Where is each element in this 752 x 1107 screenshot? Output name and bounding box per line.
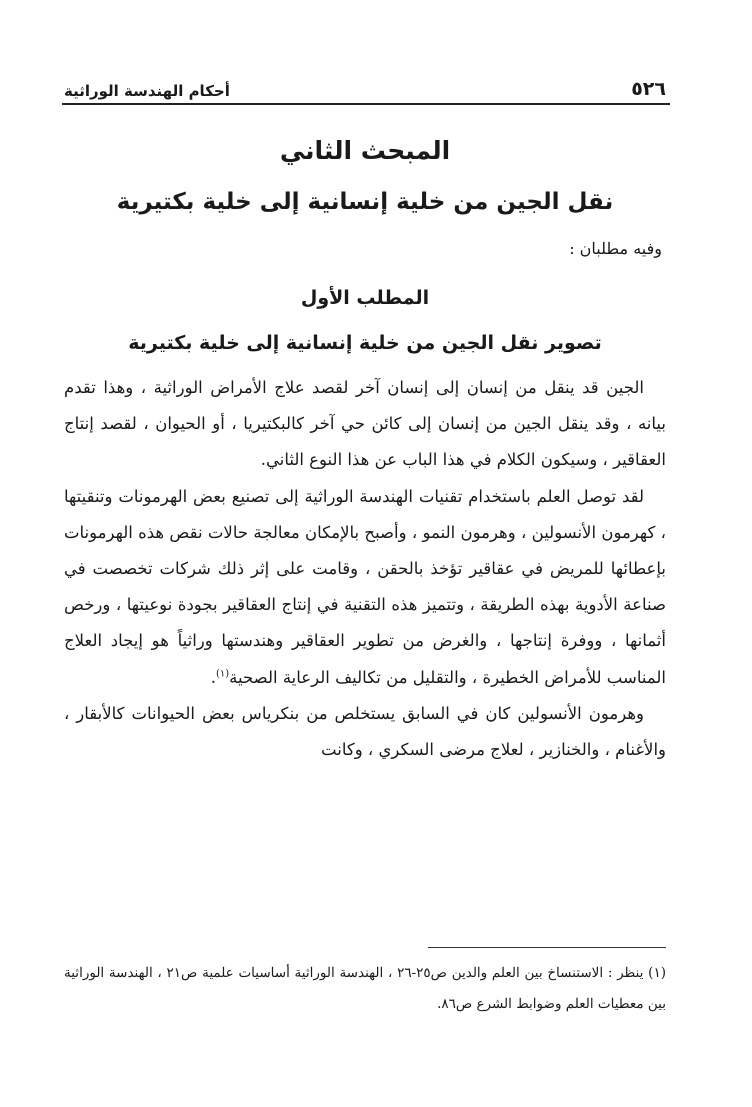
section-title: المبحث الثاني (279, 136, 451, 165)
book-title: أحكام الهندسة الوراثية (64, 82, 230, 100)
paragraph-text: لقد توصل العلم باستخدام تقنيات الهندسة الوراثية إلى تصنيع بعض الهرمونات وتنقيتها ، كهرمون الأنسولين ، وهرمون النمو ، وأصبح بالإمكان معالجة حالات نقص هذه الهرمونات بإعطائها للمريض في عقاقير تؤخذ بالحقن ، وقامت على إثر ذلك شركات تخصصت في صناعة الأدوية بهذه الطريقة ، وتتميز هذه التقنية في إنتاج العقاقير بجودة نوعيتها ، ورخص أثمانها ، ووفرة إنتاجها ، والغرض من تطوير العقاقير وهندستها وراثياً هو إيجاد العلاج المناسب للأمراض الخطيرة ، والتقليل من تكاليف الرعاية الصحية (64, 486, 666, 687)
paragraph: وهرمون الأنسولين كان في السابق يستخلص من بنكرياس بعض الحيوانات كالأبقار ، والأغنام ، والخنازير ، لعلاج مرضى السكري ، وكانت (64, 703, 666, 760)
paragraph-end: . (210, 667, 216, 687)
footnote: (١) ينظر : الاستنساخ بين العلم والدين ص٢٥-٢٦ ، الهندسة الوراثية أساسيات علمية ص٢١ ، الهندسة الوراثية بين معطيات العلم وضوابط الشرع ص٨٦. (64, 965, 666, 1012)
header-divider (62, 103, 670, 105)
subsection-title: المطلب الأول (300, 287, 430, 309)
body-text (64, 370, 666, 768)
section-intro: وفيه مطلبان : (569, 239, 662, 258)
footnote-divider (428, 947, 666, 948)
section-subtitle: نقل الجين من خلية إنسانية إلى خلية بكتيرية (116, 189, 614, 215)
footnotes (64, 958, 666, 1020)
subsection-subtitle: تصوير نقل الجين من خلية إنسانية إلى خلية بكتيرية (128, 332, 602, 354)
running-header (64, 72, 666, 100)
paragraph: الجين قد ينقل من إنسان إلى إنسان آخر لقصد علاج الأمراض الوراثية ، وهذا تقدم بيانه ، وقد ينقل الجين من إنسان إلى كائن حي آخر كالبكتيريا ، أو الحيوان ، لقصد إنتاج العقاقير ، وسيكون الكلام في هذا الباب عن هذا النوع الثاني. (64, 378, 666, 470)
footnote-reference: (١) (215, 668, 230, 680)
paragraph (64, 479, 666, 696)
page-number: ٥٢٦ (631, 78, 666, 100)
